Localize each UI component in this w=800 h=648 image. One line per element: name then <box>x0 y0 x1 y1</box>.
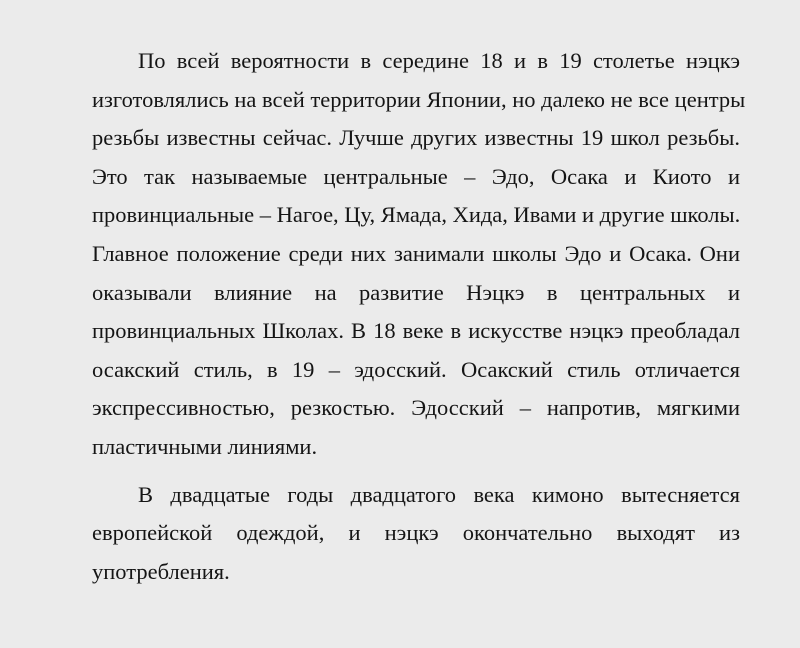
text-line: европейской одеждой, и нэцкэ окончательно выходят из <box>92 520 740 546</box>
text-line: Это так называемые центральные – Эдо, Осака и Киото и <box>92 163 740 189</box>
text-line: экспрессивностью, резкостью. Эдосский – напротив, мягкими <box>92 395 740 421</box>
text-line: употребления. <box>92 558 230 584</box>
text-line: изготовлялись на всей территории Японии, но далеко не все центры <box>92 86 746 112</box>
text-line: резьбы известны сейчас. Лучше других известны 19 школ резьбы. <box>92 125 740 151</box>
text-line: По всей вероятности в середине 18 и в 19 столетье нэцкэ <box>138 48 740 73</box>
paragraph-1 <box>46 42 746 467</box>
text-line: В двадцатые годы двадцатого века кимоно вытесняется <box>138 481 740 507</box>
text-line: провинциальных Школах. В 18 веке в искусстве нэцкэ преобладал <box>92 318 740 344</box>
text-line: оказывали влияние на развитие Нэцкэ в центральных и <box>92 279 740 305</box>
paragraph-2 <box>46 476 740 592</box>
text-line: провинциальные – Нагое, Цу, Ямада, Хида, Ивами и другие школы. <box>92 202 741 228</box>
text-line: осакский стиль, в 19 – эдосский. Осакский стиль отличается <box>92 356 740 382</box>
text-line: Главное положение среди них занимали школы Эдо и Осака. Они <box>92 240 740 266</box>
text-line: пластичными линиями. <box>92 433 318 459</box>
